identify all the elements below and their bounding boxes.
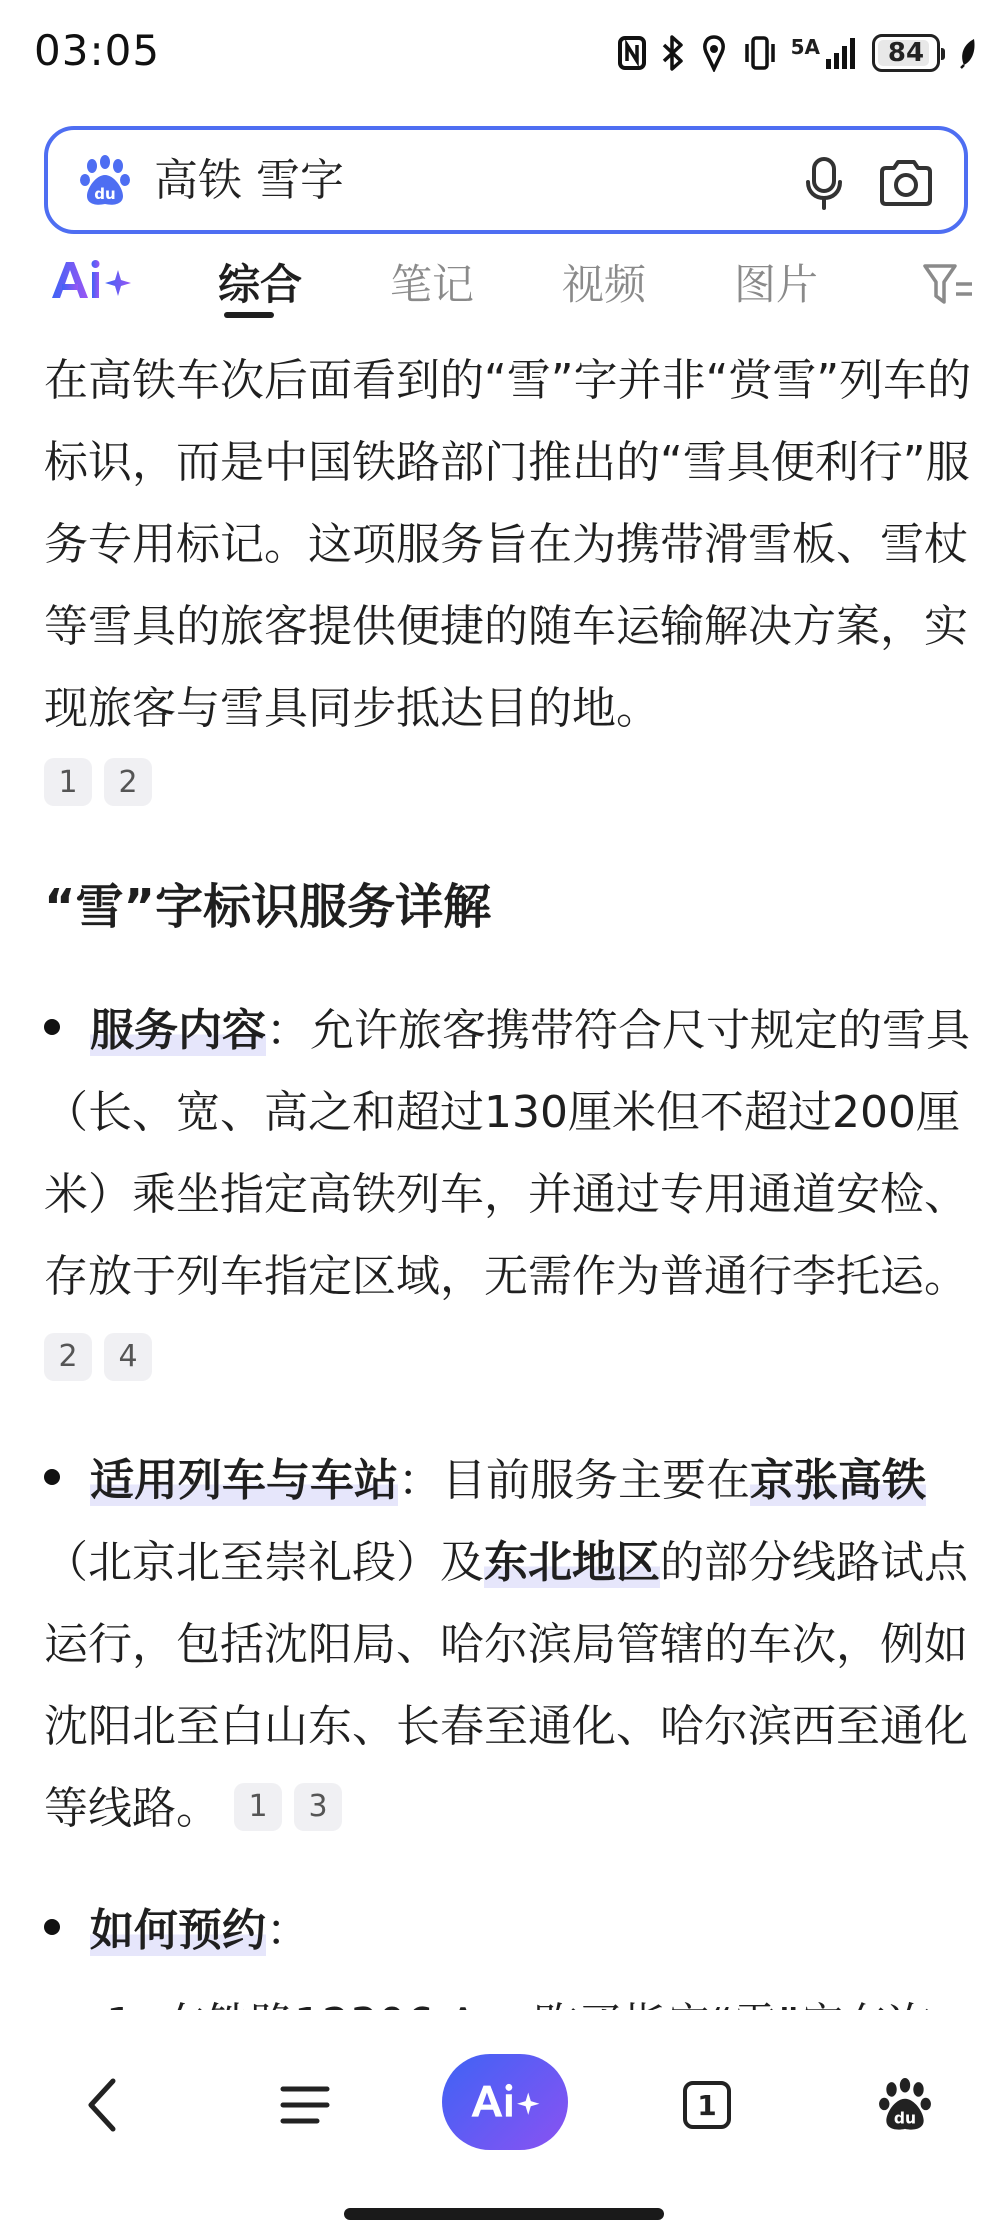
intro-paragraph: 在高铁车次后面看到的“雪”字并非“赏雪”列车的标识，而是中国铁路部门推出的“雪具便利行”服务专用标记。这项服务旨在为携带滑雪板、雪杖等雪具的旅客提供便捷的随车运输解决方案，实现旅客与雪具同步抵达目的地。 bbox=[44, 355, 972, 734]
nfc-icon bbox=[617, 35, 647, 71]
bullet-dot bbox=[44, 1919, 60, 1935]
bullet-dot bbox=[44, 1469, 60, 1485]
menu-button[interactable] bbox=[262, 2040, 348, 2170]
camera-icon[interactable] bbox=[878, 158, 934, 208]
tab-videos[interactable]: 视频 bbox=[562, 260, 647, 309]
tab-ai-icon[interactable] bbox=[48, 256, 134, 306]
microphone-icon[interactable] bbox=[804, 156, 844, 210]
bullet-text: ：目前服务主要在 bbox=[398, 1455, 750, 1506]
signal-icon bbox=[824, 35, 858, 71]
tab-images[interactable]: 图片 bbox=[734, 260, 819, 309]
active-tab-indicator bbox=[224, 312, 274, 318]
search-box[interactable] bbox=[44, 126, 968, 234]
ai-assistant-button[interactable] bbox=[442, 2054, 568, 2150]
baidu-home-icon bbox=[877, 2077, 933, 2133]
baidu-logo-icon bbox=[78, 154, 132, 208]
search-input[interactable]: 高铁 雪字 bbox=[154, 155, 344, 206]
bullet-text: 的部分线路试点运行，包括沈阳局、哈尔滨局管辖的车次，例如沈阳北至白山东、长春至通化、哈尔滨西至通化等线路。 bbox=[44, 1537, 968, 1834]
tabs-icon bbox=[683, 2081, 731, 2129]
leaf-icon bbox=[958, 37, 978, 69]
citation-badge[interactable]: 4 bbox=[104, 1333, 152, 1381]
bullet-text: （北京北至崇礼段）及 bbox=[44, 1537, 484, 1588]
bullet-label: 适用列车与车站 bbox=[90, 1455, 398, 1506]
filter-icon[interactable] bbox=[922, 262, 974, 308]
citation-badge[interactable]: 1 bbox=[234, 1783, 282, 1831]
bullet-booking bbox=[44, 1890, 974, 1972]
status-icons bbox=[617, 30, 978, 76]
tab-count: 1 bbox=[697, 2088, 717, 2122]
back-button[interactable] bbox=[60, 2040, 146, 2170]
bullet-label: 服务内容 bbox=[90, 1005, 266, 1056]
citation-badge[interactable]: 1 bbox=[44, 758, 92, 806]
battery-level: 84 bbox=[887, 38, 925, 68]
section-title: “雪”字标识服务详解 bbox=[44, 879, 492, 935]
bullet-label: 如何预约 bbox=[90, 1905, 266, 1956]
home-indicator[interactable] bbox=[344, 2208, 664, 2220]
intro-citations bbox=[44, 750, 974, 814]
highlight-term: 京张高铁 bbox=[750, 1455, 926, 1506]
vibrate-icon bbox=[743, 34, 777, 72]
status-time: 03:05 bbox=[34, 26, 161, 75]
menu-icon bbox=[279, 2083, 331, 2127]
ai-assistant-icon bbox=[468, 2080, 542, 2124]
bluetooth-icon bbox=[661, 34, 685, 72]
citation-badge[interactable]: 2 bbox=[44, 1333, 92, 1381]
tab-comprehensive[interactable]: 综合 bbox=[218, 260, 303, 309]
svg-text:du: du bbox=[94, 185, 116, 203]
tab-notes[interactable]: 笔记 bbox=[390, 260, 475, 309]
network-type bbox=[791, 35, 858, 71]
bullet-text: ：允许旅客携带符合尺寸规定的雪具（长、宽、高之和超过130厘米但不超过200厘米）乘坐指定高铁列车，并通过专用通道安检、存放于列车指定区域，无需作为普通行李托运。 bbox=[44, 1005, 970, 1302]
hotspot-icon bbox=[699, 34, 729, 72]
bullet-dot bbox=[44, 1019, 60, 1035]
bullet-text: ： bbox=[266, 1905, 310, 1956]
baidu-home-button[interactable] bbox=[862, 2040, 948, 2170]
bullet-service bbox=[44, 990, 974, 1400]
ai-answer bbox=[44, 340, 974, 2066]
svg-text:du: du bbox=[893, 2109, 917, 2128]
citation-badge[interactable]: 3 bbox=[294, 1783, 342, 1831]
network-label: 5A bbox=[790, 35, 820, 59]
bullet-scope bbox=[44, 1440, 974, 1850]
tabs-button[interactable] bbox=[664, 2040, 750, 2170]
battery-icon bbox=[872, 34, 940, 72]
bottom-nav bbox=[0, 2040, 1008, 2170]
back-icon bbox=[83, 2075, 123, 2135]
highlight-term: 东北地区 bbox=[484, 1537, 660, 1588]
status-bar bbox=[0, 0, 1008, 110]
search-tabs bbox=[0, 252, 1008, 318]
citation-badge[interactable]: 2 bbox=[104, 758, 152, 806]
